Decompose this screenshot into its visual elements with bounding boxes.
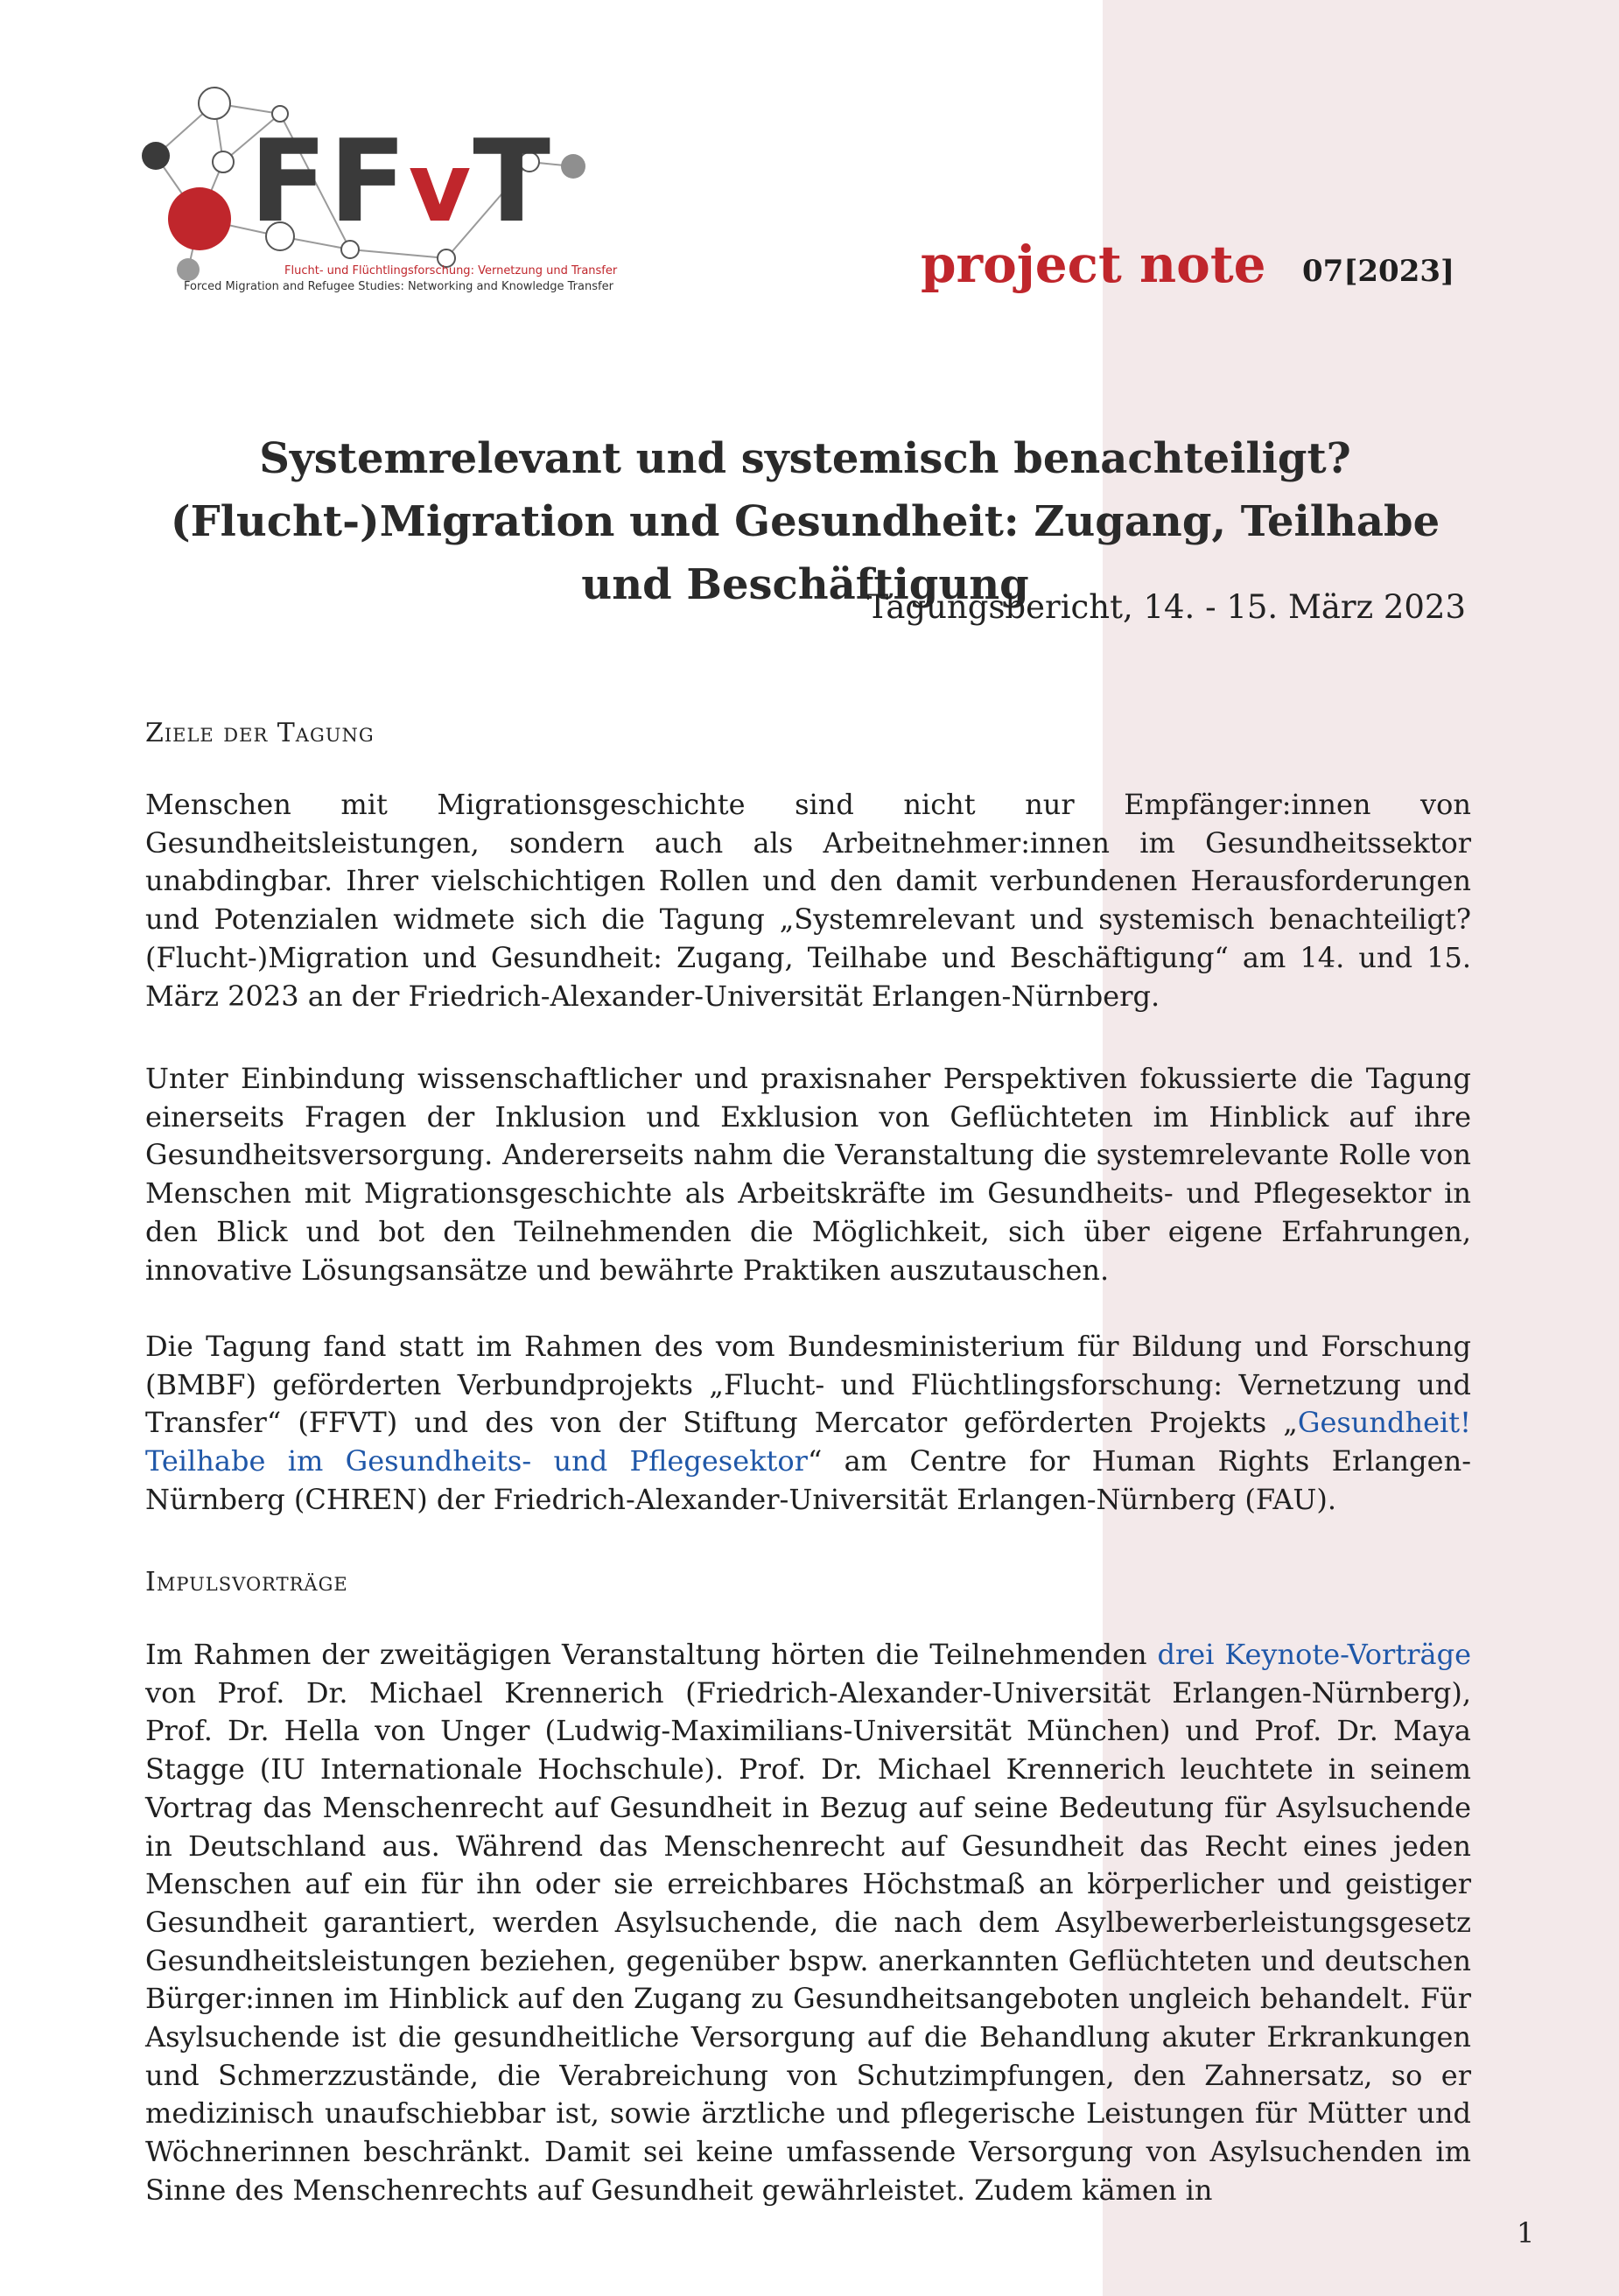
paragraph-ziele-3: Die Tagung fand statt im Rahmen des vom Bundesministerium für Bildung und Forschung (BMBF) geförderten Verbundprojekts „Flucht- und Flüchtlingsforschung: Vernetzung und Transfer“ (FFVT) und des von der Stiftung Mercator geförderten Projekts „Gesundheit! Teilhabe im Gesundheits- und Pflegesektor“ am Centre for Human Rights Erlangen-Nürnberg (CHREN) der Friedrich-Alexander-Universität Erlangen-Nürnberg (FAU). [145, 1330, 1472, 1516]
logo-subtitle-english: Forced Migration and Refugee Studies: Networking and Knowledge Transfer [184, 280, 613, 293]
project-note-number: 07[2023] [1302, 254, 1455, 289]
paragraph-ziele-1: Menschen mit Migrationsgeschichte sind nicht nur Empfänger:innen von Gesundheitsleistungen, sondern auch als Arbeitnehmer:innen im Gesundheitssektor unabdingbar. Ihrer vielschichtigen Rollen und den damit verbundenen Herausforderungen und Potenzialen widmete sich die Tagung „Systemrelevant und systemisch benachteiligt? (Flucht-)Migration und Gesundheit: Zugang, Teilhabe und Beschäftigung“ am 14. und 15. März 2023 an der Friedrich-Alexander-Universität Erlangen-Nürnberg. [145, 788, 1471, 1013]
logo-subtitle-german: Flucht- und Flüchtlingsforschung: Vernetzung und Transfer [284, 264, 618, 277]
paragraph-ziele-2: Unter Einbindung wissenschaftlicher und praxisnaher Perspektiven fokussierte die Tagung einerseits Fragen der Inklusion und Exklusion von Geflüchteten im Hinblick auf ihre Gesundheitsversorgung. Andererseits nahm die Veranstaltung die systemrelevante Rolle von Menschen mit Migrationsgeschichte als Arbeitskräfte im Gesundheits- und Pflegesektor in den Blick und bot den Teilnehmenden die Möglichkeit, sich über eigene Erfahrungen, innovative Lösungsansätze und bewährte Praktiken auszutauschen. [145, 1062, 1471, 1287]
project-note-label: project note [921, 235, 1266, 294]
section-heading-impulsvortraege: Impulsvorträge [145, 1567, 348, 1597]
link-gesundheit-teilhabe[interactable]: Gesundheit! Teilhabe im Gesundheits- und Pflegesektor [145, 1406, 1471, 1478]
ffvt-logo [140, 79, 630, 306]
section-heading-ziele: Ziele der Tagung [145, 718, 375, 748]
page-number: 1 [1517, 2216, 1535, 2250]
document-title: Systemrelevant und systemisch benachteiligt? (Flucht-)Migration und Gesundheit: Zugang, Teilhabe und Beschäftigung [170, 434, 1440, 609]
document-subtitle: Tagungsbericht, 14. - 15. März 2023 [866, 588, 1466, 626]
link-keynote-vortraege[interactable]: drei Keynote-Vorträge [1157, 1638, 1472, 1671]
paragraph-impuls-1: Im Rahmen der zweitägigen Veranstaltung hörten die Teilnehmenden drei Keynote-Vorträge von Prof. Dr. Michael Krennerich (Friedrich-Alexander-Universität Erlangen-Nürnberg), Prof. Dr. Hella von Unger (Ludwig-Maximilians-Universität München) und Prof. Dr. Maya Stagge (IU Internationale Hochschule). Prof. Dr. Michael Krennerich leuchtete in seinem Vortrag das Menschenrecht auf Gesundheit in Bezug auf seine Bedeutung für Asylsuchende in Deutschland aus. Während das Menschenrecht auf Gesundheit das Recht eines jeden Menschen auf ein für ihn oder sie erreichbares Höchstmaß an körperlicher und geistiger Gesundheit garantiert, werden Asylsuchende, die nach dem Asylbewerberleistungsgesetz Gesundheitsleistungen beziehen, gegenüber bspw. anerkannten Geflüchteten und deutschen Bürger:innen im Hinblick auf den Zugang zu Gesundheitsangeboten ungleich behandelt. Für Asylsuchende ist die gesundheitliche Versorgung auf die Behandlung akuter Erkrankungen und Schmerzzustände, die Verabreichung von Schutzimpfungen, den Zahnersatz, so er medizinisch unaufschiebbar ist, sowie ärztliche und pflegerische Leistungen für Mütter und Wöchnerinnen beschränkt. Damit sei keine umfassende Versorgung von Asylsuchenden im Sinne des Menschenrechts auf Gesundheit gewährleistet. Zudem kämen in [145, 1638, 1472, 2207]
logo-wordmark: FFvT [249, 115, 553, 248]
